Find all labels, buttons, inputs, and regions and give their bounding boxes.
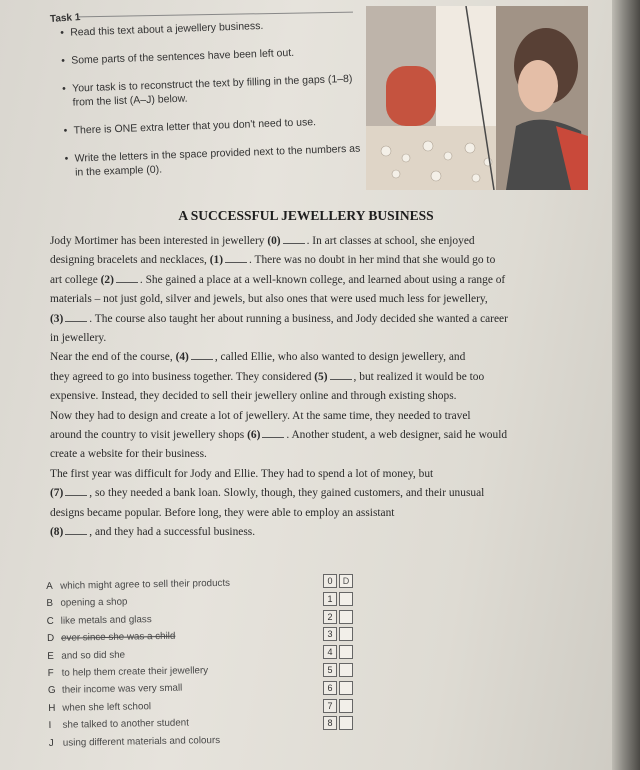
option-text: ever since she was a child (60, 630, 176, 644)
gap-number: (4) (175, 351, 189, 364)
option-letter: A (46, 580, 53, 592)
option-text: and so did she (61, 649, 126, 662)
gap-number: (3) (50, 312, 64, 325)
answer-number: 0 (323, 574, 337, 588)
answer-row (323, 645, 357, 663)
article-text: The first year was difficult for Jody and Ellie. They had to spend a lot of money, but (50, 467, 434, 480)
article-text: Jody Mortimer has been interested in jewellery (50, 235, 268, 247)
gap-blank (65, 487, 87, 496)
article-line (50, 523, 580, 542)
article-title: A SUCCESSFUL JEWELLERY BUSINESS (178, 208, 434, 223)
gap-blank (330, 371, 352, 380)
instruction-item (61, 44, 361, 68)
article-text: . She gained a place at a well-known college, and learned about using a range of (139, 273, 506, 286)
option-letter: J (48, 737, 54, 749)
answer-number: 6 (323, 681, 337, 695)
article-line (50, 407, 580, 426)
article-text: . There was no doubt in her mind that she would go to (249, 254, 496, 267)
answer-number: 1 (323, 592, 337, 606)
instruction-text: Your task is to reconstruct the text by filling in the gaps (1–8) from the list (A–J) below. (71, 72, 353, 109)
gap-blank (65, 313, 87, 322)
article-line (50, 504, 580, 523)
article-text: expensive. Instead, they decided to sell their jewellery online and through existing shops. (50, 390, 457, 403)
article-text: around the country to visit jewellery shops (50, 429, 248, 442)
article-text: they agreed to go into business together. They considered (50, 370, 315, 383)
option-text: she talked to another student (62, 717, 190, 731)
gap-number: (0) (267, 235, 281, 247)
gap-number: (1) (209, 254, 224, 267)
article-line (50, 445, 580, 464)
answer-number: 4 (323, 645, 337, 659)
article-text: , but realized it would be too (353, 370, 485, 383)
article-line (50, 348, 580, 367)
gap-blank (283, 235, 305, 244)
article-paragraph (50, 407, 580, 465)
article-paragraph (50, 348, 580, 406)
gap-blank (116, 274, 138, 283)
answer-box[interactable] (339, 645, 353, 659)
option-text: to help them create their jewellery (61, 665, 209, 679)
option-letter: E (47, 650, 55, 662)
option-item (49, 730, 309, 752)
article-line (50, 484, 580, 503)
article-text: materials – not just gold, silver and jewels, but also ones that were used much less for jewellery, (50, 293, 488, 306)
article-line (50, 465, 580, 484)
article-paragraph (50, 465, 580, 543)
option-letter: C (46, 615, 54, 627)
option-text: their income was very small (61, 683, 183, 697)
article-line (50, 387, 580, 406)
bullet-icon: • (61, 54, 66, 67)
answer-number: 8 (323, 716, 337, 730)
bullet-icon: • (63, 124, 68, 137)
option-letter: G (47, 685, 56, 697)
gap-blank (65, 526, 87, 535)
instruction-text: Read this text about a jewellery business. (70, 19, 264, 39)
jewellery-shop-photo (366, 6, 588, 190)
answer-row (323, 574, 357, 592)
article-line (50, 251, 580, 270)
article-paragraph (50, 232, 580, 348)
answer-box[interactable] (339, 627, 353, 641)
book-spine-edge (612, 0, 640, 770)
article-text: , so they needed a bank loan. Slowly, though, they gained customers, and their unusual (89, 487, 485, 500)
article-text: , and they had a successful business. (89, 526, 256, 539)
article-text: . Another student, a web designer, said he would (286, 429, 508, 442)
answer-row (323, 627, 357, 645)
bullet-icon: • (64, 152, 69, 165)
article-text: designing bracelets and necklaces, (50, 254, 210, 267)
option-text: which might agree to sell their products (60, 577, 231, 592)
answer-row (323, 716, 357, 734)
answer-box[interactable] (339, 592, 353, 606)
answer-row (323, 699, 357, 717)
instruction-text: There is ONE extra letter that you don't need to use. (73, 116, 317, 137)
gap-blank (225, 254, 247, 263)
answer-number: 5 (323, 663, 337, 677)
gap-number: (5) (314, 370, 328, 383)
bullet-icon: • (61, 82, 67, 95)
option-letter: F (47, 667, 54, 680)
article-line (50, 426, 580, 445)
answer-box[interactable]: D (339, 574, 353, 588)
answer-box[interactable] (339, 681, 353, 695)
option-letter: I (48, 720, 52, 732)
gap-blank (262, 429, 284, 438)
option-text: opening a shop (60, 596, 128, 610)
article-line (50, 271, 580, 290)
options-list (46, 573, 309, 752)
article-text: art college (50, 273, 101, 286)
instruction-item (62, 71, 363, 109)
answer-row (323, 663, 357, 681)
gap-number: (7) (50, 487, 64, 500)
article-text: in jewellery. (50, 332, 107, 345)
bullet-icon: • (60, 26, 65, 39)
article-line (50, 329, 580, 348)
article-line (50, 290, 580, 309)
gap-number: (2) (100, 273, 114, 286)
instruction-item (63, 113, 363, 137)
answer-number: 3 (323, 627, 337, 641)
article-body (50, 232, 580, 543)
gap-number: (6) (247, 429, 261, 442)
option-text: like metals and glass (60, 613, 152, 627)
article-line (50, 368, 580, 387)
answer-row (323, 681, 357, 699)
instruction-item (60, 16, 360, 40)
article-text: Now they had to design and create a lot of jewellery. At the same time, they needed to travel (50, 409, 471, 422)
instruction-item (64, 141, 365, 179)
instruction-text: Write the letters in the space provided next to the numbers as in the example (0). (74, 142, 361, 179)
answer-box[interactable] (339, 699, 353, 713)
article-line (50, 310, 580, 329)
photo-illustration (366, 6, 588, 190)
task-label: Task 1 (49, 11, 81, 26)
answer-row (323, 592, 357, 610)
option-letter: H (48, 702, 56, 714)
article-text: , called Ellie, who also wanted to design jewellery, and (214, 351, 466, 364)
gap-number: (8) (50, 526, 64, 539)
instruction-text: Some parts of the sentences have been left out. (71, 46, 295, 67)
option-letter: D (46, 633, 55, 645)
answer-box[interactable] (339, 716, 353, 730)
answer-box[interactable] (339, 663, 353, 677)
gap-blank (191, 351, 213, 360)
answer-box[interactable] (339, 610, 353, 624)
article-text: . The course also taught her about running a business, and Jody decided she wanted a career (89, 312, 508, 325)
article-line (50, 232, 580, 251)
answer-number: 2 (323, 610, 337, 624)
article-text: designs became popular. Before long, they were able to employ an assistant (50, 506, 395, 519)
instructions-list (60, 16, 366, 194)
answer-grid (323, 574, 357, 734)
answer-row (323, 610, 357, 628)
option-letter: B (46, 598, 54, 610)
article-text: . In art classes at school, she enjoyed (306, 235, 475, 247)
option-text: when she left school (62, 701, 152, 714)
article-text: create a website for their business. (50, 448, 207, 461)
article-text: Near the end of the course, (50, 351, 176, 364)
option-text: using different materials and colours (62, 734, 221, 749)
answer-number: 7 (323, 699, 337, 713)
